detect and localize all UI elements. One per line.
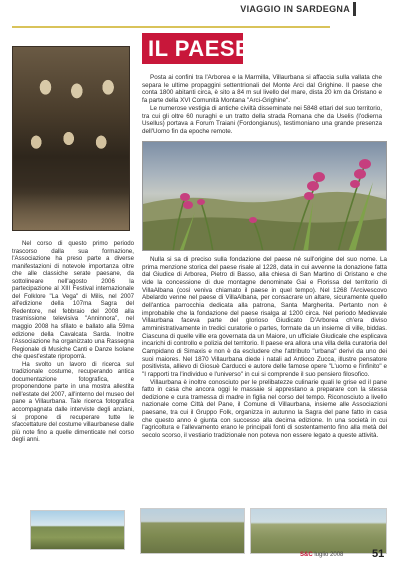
countryside-photo <box>250 508 387 554</box>
section-header: VIAGGIO IN SARDEGNA <box>240 4 350 14</box>
landscape-photo-left <box>30 510 125 550</box>
historical-group-photo <box>12 46 130 231</box>
intro-paragraph: Posta ai confini tra l'Arborea e la Marmilla, Villaurbana si affaccia sulla vallata che separa le ultime propaggini settentrionali del Monte Arci dal Grighine. Il paese che conta 1800 abitanti circa, è sito a 84 m sul livello del mare, dista 20 km da Oristano e fa parte della XVI Comunità Montana "Arci-Grighine". <box>142 74 382 105</box>
page-number: 51 <box>372 548 385 560</box>
intro-text <box>142 74 382 136</box>
gladiolus-field-photo <box>142 141 387 251</box>
header-bar <box>353 2 356 16</box>
body-paragraph: Villaurbana è inoltre conosciuto per le prelibatezze culinarie quali le grise ed il pane fatto in casa che ancora oggi le massaie si apprestano a preparare con la stessa dedizione e cura tramessa di madre in figlia nel corso del tempo. Riconosciuto a livello nazionale come Città del Pane, il Comune di Villaurbana, insieme alle Associazioni paesane, tra cui il Gruppo Folk, organizza in autunno la Sagra del pane fatto in casa che questo anno è giunta con successo alla decima edizione. In una società in cui l'agricoltura e l'allevamento erano le principali fonti di sostentamento fino alla metà del secolo scorso, il vestiario tradizionale non poteva non essere legato a queste attività. <box>142 378 387 440</box>
intro-paragraph: Le numerose vestigia di antiche civiltà disseminate nei 5848 ettari del suo territorio, tra cui gli oltre 60 nuraghi e un tratto della strada Romana che da Uselis (l'odierna Usellus) portava a Forum Traiani (Fordongianus), testimoniano una grande presenza dell'Uomo fin da epoche remote. <box>142 104 382 135</box>
magazine-brand: S&C <box>300 552 313 558</box>
body-paragraph: Nulla si sa di preciso sulla fondazione del paese né sull'origine del suo nome. La prima menzione storica del paese risale al 1228, data in cui avvenne la donazione fatta dal Giudice di Arborea, Pietro di Basso, alla chiesa di San Martino di Oristano e che vide la concessione di due montagne denominate Gai e Florissa del territorio di VillaAlbana (così veniva chiamato il paese in quel tempo). Nel 1268 l'Arcivescovo Abelardo venne nel paese di VillaAlbana, per consacrare un altare, sicuramente quello dell'antica parrocchia dedicata alla patrona, Santa Margherita. Pertanto non è improbabile che la fondazione del paese risalga al 1200 circa. Nel periodo Medievale Villaurbana faceva parte del glorioso Giudicato D'Arborea ch'era diviso amministrativamente in tredici curatorie o partes, formate da un insieme di ville, biddas. Ciascuna di quelle ville era governata da un Maiore, un ufficiale Giudicale che esplicava incarichi di controllo e polizia del territorio. Il paese era allora una villa della curatoria del Campidano di Simaxis e non è da escludere che l'attributo "urbana" derivi da uno dei suoi maiores. Nel 1870 Villaurbana diede i natali ad Antioco Zucca, illustre pensatore positivista, allievo di Giosuè Carducci e autore delle famose opere "L'uomo e l'infinito" e "I rapporti tra l'individuo e l'universo" in cui si comprende il suo pensiero filosofico. <box>142 256 388 378</box>
village-photo <box>140 508 245 554</box>
left-paragraph: Ha svolto un lavoro di ricerca sul tradizionale costume, recuperando antica documentazione fotografica, e proponendone parte in una mostra allestita nell'estate del 2007, all'interno del museo del pane a Villaurbana. Tale ricerca fotografica accompagnata dalle interviste degli anziani, si propone di recuperare tutte le sfaccettature del costume villaurbanese dalle più note fino a quelle dimenticate nel corso degli anni. <box>12 360 134 444</box>
left-paragraph: Nel corso di questo primo periodo trascorso dalla sua formazione, l'Associazione ha preso parte a diverse manifestazioni di notevole importanza oltre che alle classiche serate paesane, da sottolineare nell'agosto 2006 la partecipazione al XIII Festival internazionale del Folklore "La Vega" di Milis, nel 2007 all'edizione della 107ma Sagra del Redentore, nel febbraio del 2008 alla trasmissione televisiva "Anninnora", nel maggio 2008 ha sfilato e ballato alla 59ma edizione della Cavalcata Sarda. Inoltre l'Associazione ha organizzato una Rassegna Regionale di Musiche Canti e Danze Isolane che quest'estate riproporrà. <box>12 240 134 361</box>
body-text <box>142 256 387 440</box>
header-rule <box>12 26 330 28</box>
issue-date: luglio 2008 <box>314 552 344 558</box>
footer <box>300 552 343 558</box>
flower-illustration <box>143 142 387 251</box>
left-column-text <box>12 240 134 444</box>
article-title: IL PAESE <box>148 36 251 61</box>
